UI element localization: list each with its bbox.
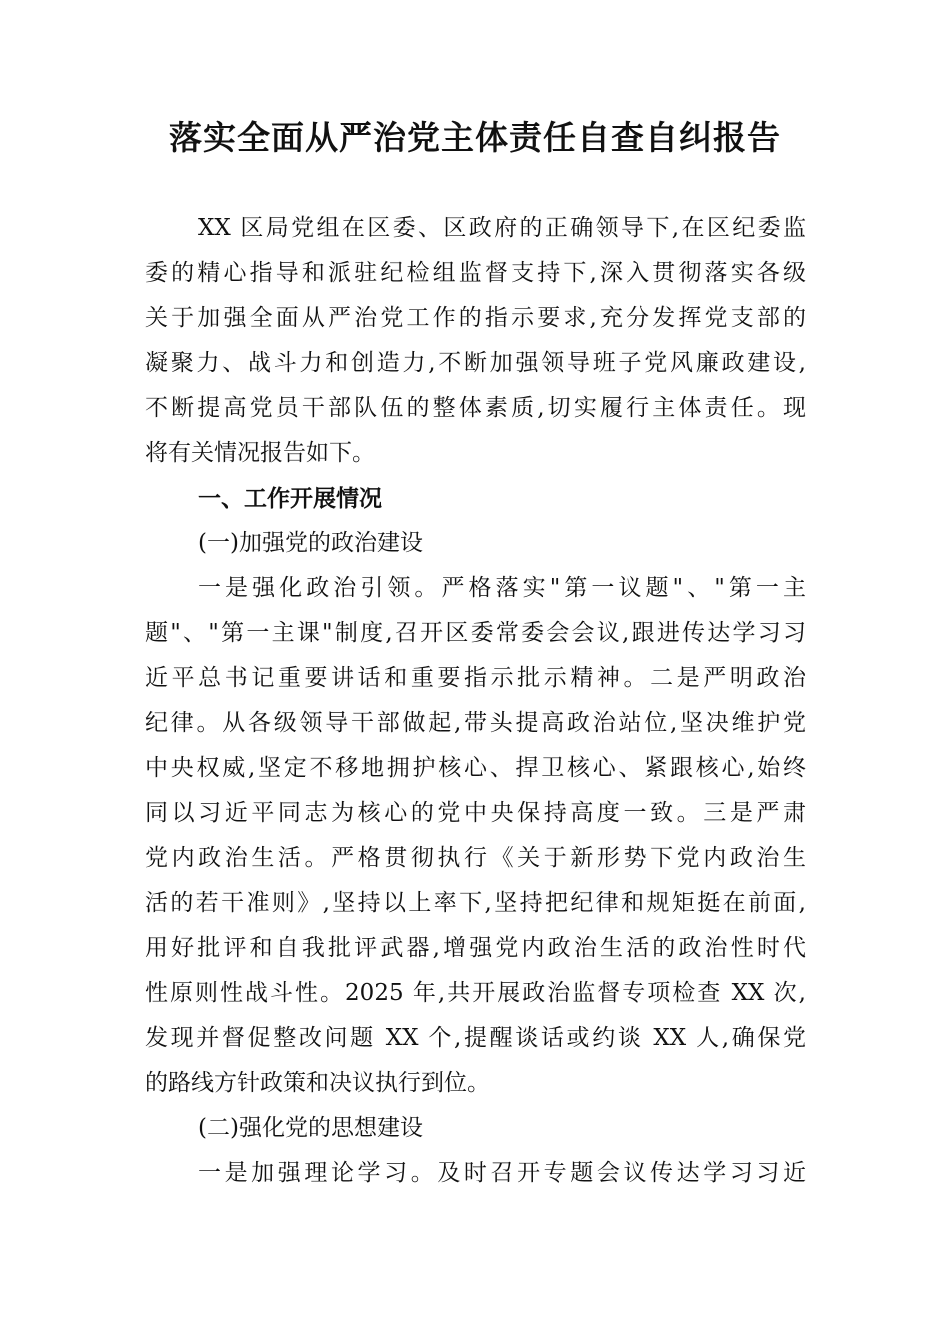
text-line: 一是加强理论学习。及时召开专题会议传达学习习近 [198, 1160, 806, 1186]
text-line: XX 区局党组在区委、区政府的正确领导下,在区纪委监 [198, 215, 806, 241]
text-line: 不断提高党员干部队伍的整体素质,切实履行主体责任。现 [145, 395, 806, 421]
text-line: 将有关情况报告如下。 [145, 440, 375, 466]
subsection-heading: (一)加强党的政治建设 [198, 530, 423, 556]
text-line: 近平总书记重要讲话和重要指示批示精神。二是严明政治 [145, 665, 806, 691]
text-line: 用好批评和自我批评武器,增强党内政治生活的政治性时代 [145, 935, 806, 961]
text-line: 题"、"第一主课"制度,召开区委常委会会议,跟进传达学习习 [145, 620, 806, 646]
text-line: 一是强化政治引领。严格落实"第一议题"、"第一主 [198, 575, 806, 601]
text-line: 纪律。从各级领导干部做起,带头提高政治站位,坚决维护党 [145, 710, 806, 736]
section-heading: 一、工作开展情况 [198, 485, 382, 512]
text-line: 发现并督促整改问题 XX 个,提醒谈话或约谈 XX 人,确保党 [145, 1025, 806, 1051]
text-line: 同以习近平同志为核心的党中央保持高度一致。三是严肃 [145, 800, 806, 826]
text-line: 活的若干准则》,坚持以上率下,坚持把纪律和规矩挺在前面, [145, 890, 806, 916]
text-line: 委的精心指导和派驻纪检组监督支持下,深入贯彻落实各级 [145, 260, 806, 286]
text-line: 党内政治生活。严格贯彻执行《关于新形势下党内政治生 [145, 845, 806, 871]
document-body [145, 206, 806, 1196]
text-line: 的路线方针政策和决议执行到位。 [145, 1070, 490, 1096]
document-title: 落实全面从严治党主体责任自查自纠报告 [169, 118, 781, 157]
subsection-heading: (二)强化党的思想建设 [198, 1115, 423, 1141]
paragraph-ideological-building [145, 1151, 806, 1196]
text-line: 关于加强全面从严治党工作的指示要求,充分发挥党支部的 [145, 305, 806, 331]
intro-paragraph [145, 206, 806, 476]
text-line: 中央权威,坚定不移地拥护核心、捍卫核心、紧跟核心,始终 [145, 755, 806, 781]
text-line: 性原则性战斗性。2025 年,共开展政治监督专项检查 XX 次, [145, 980, 806, 1006]
text-line: 凝聚力、战斗力和创造力,不断加强领导班子党风廉政建设, [145, 350, 806, 376]
paragraph-political-building [145, 566, 806, 1106]
